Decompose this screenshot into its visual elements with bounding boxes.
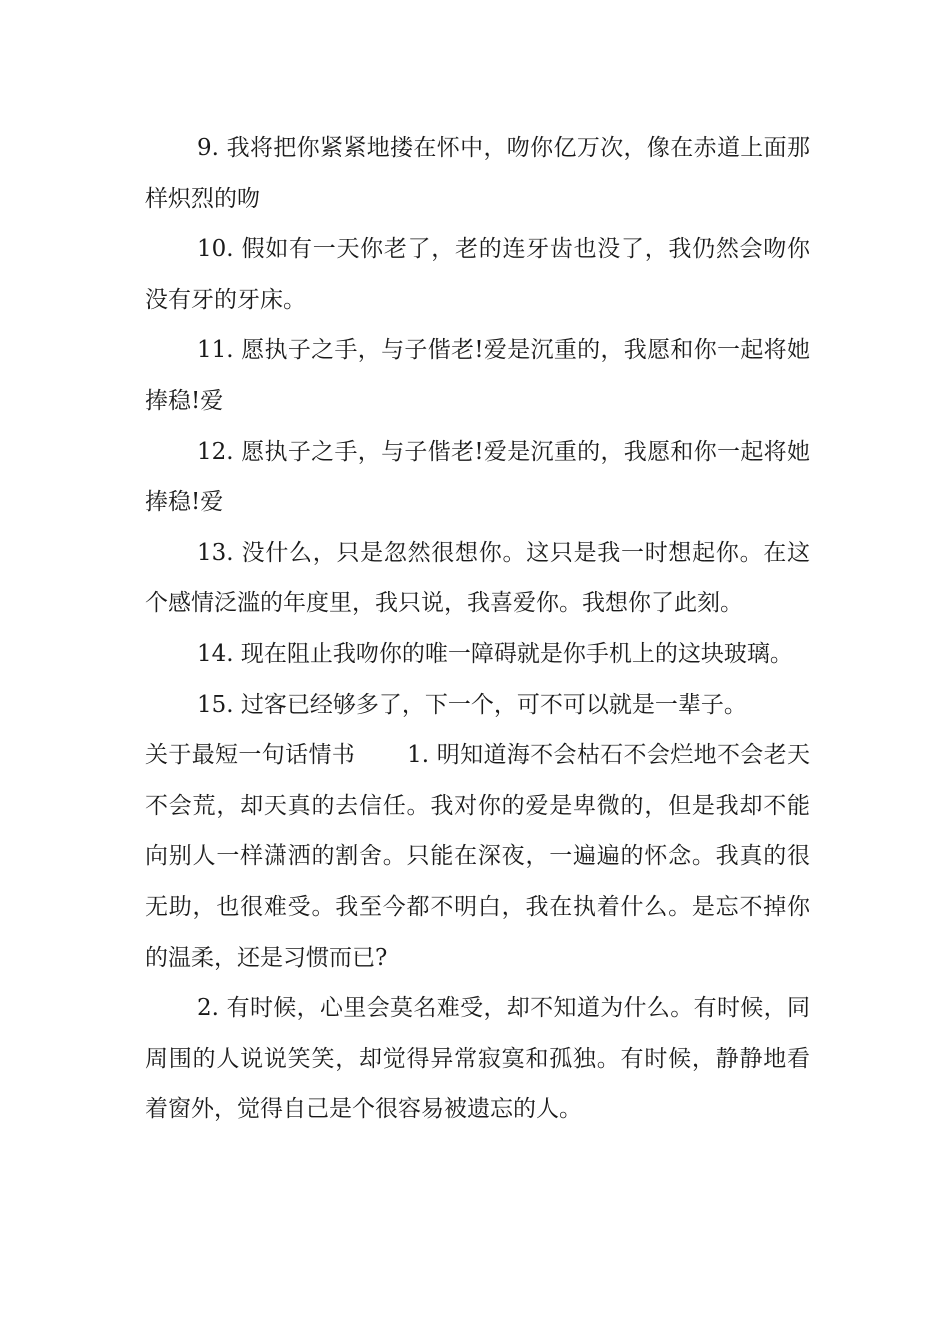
- paragraph-item-13: 13. 没什么，只是忽然很想你。这只是我一时想起你。在这个感情泛滥的年度里，我只说，我喜爱你。我想你了此刻。: [145, 539, 810, 617]
- document-body: [145, 123, 810, 1135]
- section-paragraph: [145, 730, 810, 983]
- section-heading: 关于最短一句话情书: [145, 742, 356, 769]
- paragraph-item-15: 15. 过客已经够多了，下一个，可不可以就是一辈子。: [197, 691, 747, 718]
- paragraph-item-11: 11. 愿执子之手，与子偕老!爱是沉重的，我愿和你一起将她捧稳!爱: [145, 337, 810, 414]
- paragraph-item-9: 9. 我将把你紧紧地搂在怀中，吻你亿万次，像在赤道上面那样炽烈的吻: [145, 135, 810, 212]
- paragraph-item-12: 12. 愿执子之手，与子偕老!爱是沉重的，我愿和你一起将她捧稳!爱: [145, 438, 810, 516]
- section-item-1: 1. 明知道海不会枯石不会烂地不会老天不会荒，却天真的去信任。我对你的爱是卑微的，但是我却不能向别人一样潇洒的割舍。只能在深夜，一遍遍的怀念。我真的很无助，也很难受。我至今都不明白，我在执着什么。是忘不掉你的温柔，还是习惯而已?: [145, 742, 811, 971]
- paragraph-item-2: 2. 有时候，心里会莫名难受，却不知道为什么。有时候，同周围的人说说笑笑，却觉得异常寂寞和孤独。有时候，静静地看着窗外，觉得自己是个很容易被遗忘的人。: [145, 995, 810, 1123]
- paragraph-item-10: 10. 假如有一天你老了，老的连牙齿也没了，我仍然会吻你没有牙的牙床。: [145, 236, 810, 313]
- paragraph-item-14: 14. 现在阻止我吻你的唯一障碍就是你手机上的这块玻璃。: [197, 640, 793, 667]
